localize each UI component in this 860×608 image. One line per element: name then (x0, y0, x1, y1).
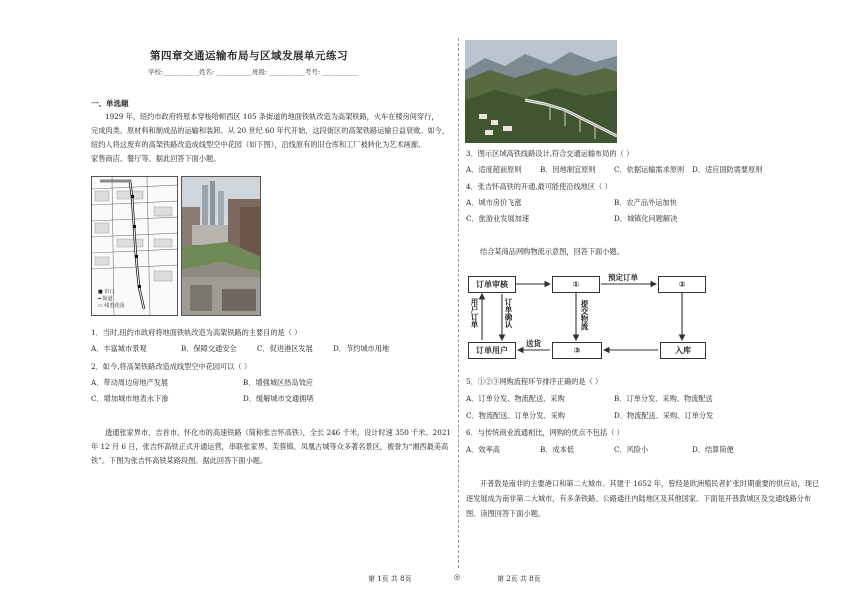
step-1-box: ① (552, 276, 600, 293)
q5-option-d[interactable]: D．物流配送、采购、订单分发 (614, 411, 714, 420)
page-number-left: 第 1页 共 8页 (368, 575, 412, 583)
passage-1 (91, 110, 449, 166)
passage-2-line: 透通张家界市、吉首市、怀化市的高速铁路（简称张吉怀高铁），全长 246 千米，设计时速 350 千米。2021 (105, 428, 451, 437)
q3-option-a[interactable]: A．适度超前原则 (466, 165, 522, 174)
section-heading: 一、单选题 (91, 99, 129, 108)
passage-4-line: 图。读图回答下面小题。 (466, 509, 546, 518)
legend-street: ━ 街道 (98, 296, 113, 302)
q4-option-c[interactable]: C．旅游业发展加速 (466, 214, 530, 223)
step-3-box: ③ (552, 342, 602, 359)
passage-2 (91, 426, 451, 468)
user-order-label: 用户订单 (470, 298, 479, 328)
q1-option-a[interactable]: A．丰富城市景观 (91, 344, 147, 353)
q2-option-b[interactable]: B．增强城区热岛效应 (243, 378, 313, 387)
passage-2-line: 铁”。下图为张吉怀高铁某路段图。据此回答下面小题。 (91, 456, 268, 465)
q6-option-d[interactable]: D．结算简便 (692, 445, 734, 454)
deliver-label: 送货 (526, 339, 541, 348)
q3-option-d[interactable]: D．适应国防需要原则 (692, 165, 763, 174)
passage-4-line: 逐发展成为南非第二大城市，有多条铁路、公路通往内陆地区及其他国家。下面是开普敦城区及交通线路分布 (466, 494, 812, 503)
high-line-map (91, 176, 178, 316)
passage-1-line: 纽约人将这废弃的高架铁路改造成线型空中花园（如下图），沿线原有的旧仓库和工厂被转化为艺术画廊、 (91, 140, 426, 149)
order-review-box: 订单审核 (468, 276, 516, 293)
legend-exit: ■ 出口 (98, 289, 115, 295)
step-2-box: ② (658, 276, 706, 293)
q5-option-b[interactable]: B．订单分发、采购、物流配送 (614, 394, 713, 403)
question-2-stem: 2．如今,将高架铁路改造成线型空中花园可以（ ） (91, 362, 252, 371)
q6-option-a[interactable]: A．效率高 (466, 445, 500, 454)
order-user-box: 订单用户 (468, 342, 516, 359)
q1-option-b[interactable]: B．保障交通安全 (181, 344, 237, 353)
submit-logistics-label: 提交物流 (580, 300, 589, 330)
question-4-stem: 4．张吉怀高铁的开通,最可能使沿线地区（ ） (466, 182, 612, 191)
q6-option-b[interactable]: B．成本低 (540, 445, 575, 454)
passage-1-line: 完成肉类、原材料和制成品的运输和装卸。从 20 世纪 60 年代开始，这段街区的高架铁路运输日益衰败。如今， (91, 126, 450, 135)
legend-garden: ▭ 线型花园 (98, 303, 125, 309)
map-legend (98, 289, 124, 310)
q5-option-c[interactable]: C．物流配送、订单分发、采购 (466, 411, 565, 420)
page-title: 第四章交通运输布局与区域发展单元练习 (150, 50, 348, 62)
q6-option-c[interactable]: C．风险小 (614, 445, 649, 454)
q1-option-d[interactable]: D．节约城市用地 (333, 344, 390, 353)
q5-option-a[interactable]: A．订单分发、物流配送、采购 (466, 394, 565, 403)
logistics-flowchart (466, 272, 726, 364)
warehouse-box: 入库 (660, 342, 706, 359)
q4-option-a[interactable]: A．城市房价飞涨 (466, 198, 522, 207)
passage-1-line: 家售商店、餐厅等。据此回答下面小题。 (91, 154, 221, 163)
passage-4-line: 开普敦是南非的主要港口和第二大城市。其建于 1652 年，曾经是欧洲殖民者扩张时期重要的供应站，现已 (480, 479, 820, 488)
q2-option-a[interactable]: A．带动周边房地产发展 (91, 378, 169, 387)
question-1-stem: 1．当时,纽约市政府将地面铁轨改造为高架铁路的主要目的是（ ） (91, 328, 302, 337)
question-3-stem: 3．图示区域高铁线路设计,符合交通运输布局的（ ） (466, 149, 634, 158)
q4-option-b[interactable]: B．农产品外运加快 (614, 198, 677, 207)
column-divider (458, 38, 459, 568)
passage-1-line: 1929 年，纽约市政府将原本穿梭哈顿西区 105 条街道的地面铁轨改造为高架铁路，火车在楼房间穿行， (105, 112, 439, 121)
binding-mark-icon: ◎ (454, 573, 461, 581)
q2-option-c[interactable]: C．增加城市地表水下渗 (91, 394, 169, 403)
passage-4 (466, 476, 828, 521)
page-number-right: 第 2页 共 8页 (497, 575, 541, 583)
q2-option-d[interactable]: D．缓解城市交通拥堵 (243, 394, 314, 403)
question-5-stem: 5．①②③网购流程环节排序正确的是（ ） (466, 377, 603, 386)
preorder-label: 预定订单 (608, 273, 638, 282)
passage-2-line: 年 12 月 6 日，张吉怀高铁正式开通运营，串联张家界、芙蓉镇、凤凰古城等众多著名景区，被誉为“湘西最美高 (91, 442, 449, 451)
order-confirm-label: 订单确认 (504, 298, 513, 328)
q3-option-c[interactable]: C．依据运输需求原则 (614, 165, 685, 174)
q4-option-d[interactable]: D．城镇化问题解决 (614, 214, 678, 223)
high-line-photo (181, 176, 261, 316)
high-speed-rail-photo (465, 40, 617, 143)
student-info-line: 学校:___________姓名: ___________班级: ___________考号: ___________ (148, 68, 358, 76)
mountain-railway-icon (465, 40, 617, 143)
question-6-stem: 6．与传统商业流通相比，网购的优点不包括（ ） (466, 428, 624, 437)
city-photo-icon (182, 177, 261, 316)
q1-option-c[interactable]: C．促进港区发展 (257, 344, 313, 353)
passage-3: 结合某商品网购物流示意图，回答下面小题。 (480, 247, 624, 256)
q3-option-b[interactable]: B．因地制宜原则 (540, 165, 596, 174)
